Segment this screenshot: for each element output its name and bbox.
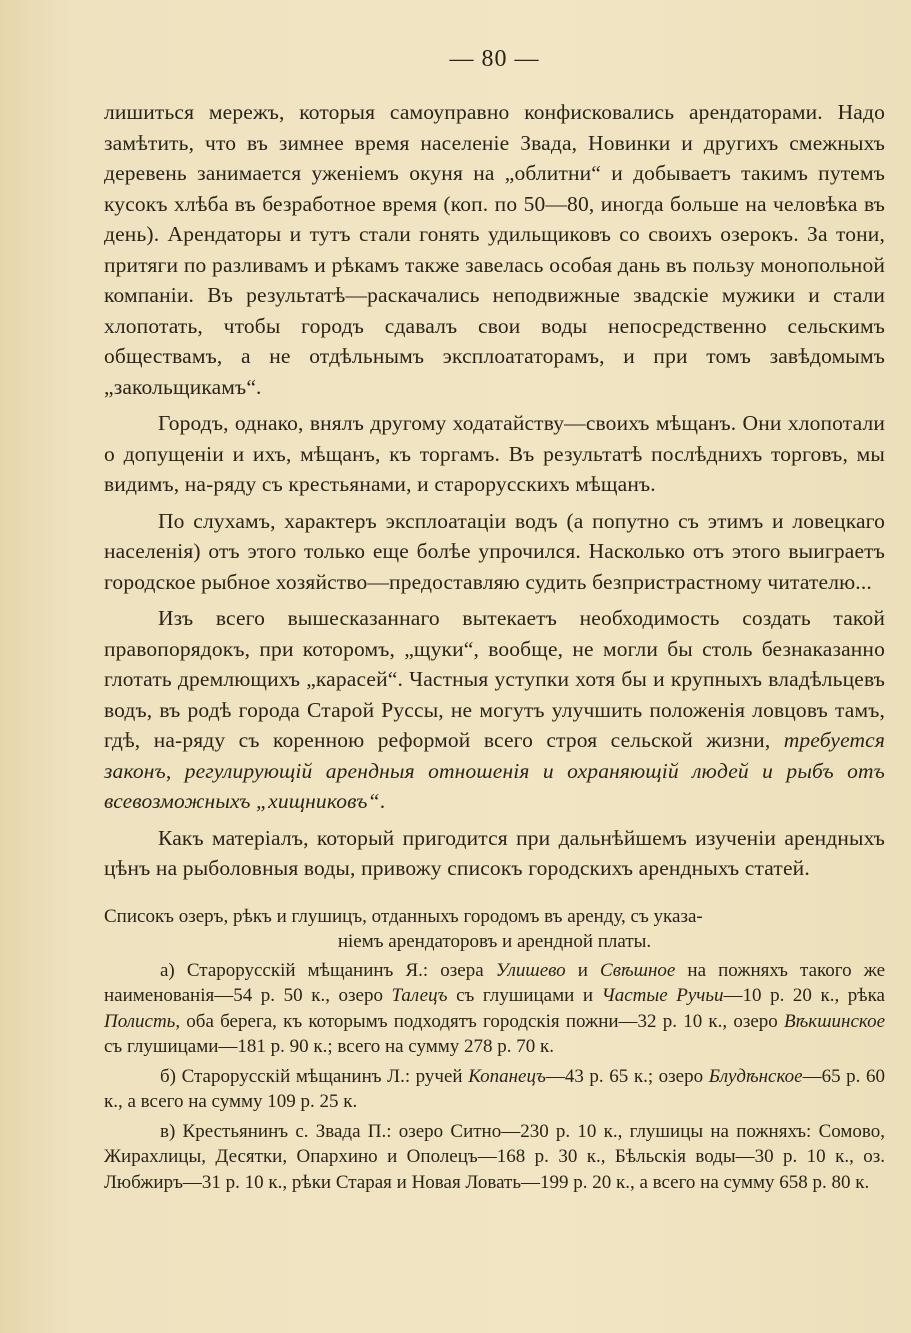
lake-name: Блудѣнское xyxy=(708,1065,803,1087)
text-run: съ глушицами—181 р. 90 к.; всего на сумму 278 р. 70 к. xyxy=(104,1036,555,1057)
lake-name: Талецъ xyxy=(391,985,448,1006)
text-run: б) Старорусскiй мѣщанинъ Л.: ручей xyxy=(160,1065,469,1087)
paragraph-4-start: Изъ всего вышесказаннаго вытекаетъ необходимость создать такой правопорядокъ, при которомъ, „щуки“, вообще, не могли бы столь безнаказанно глотать дремлющихъ „карасей“. Частныя уступки хотя бы и крупныхъ владѣльцевъ водъ, въ родѣ города Старой Руссы, не могутъ улучшить положенiя ловцовъ тамъ, гдѣ, на-ряду съ коренною реформой всего строя сельской жизни, xyxy=(104,606,885,752)
text-run: а) Старорусскiй мѣщанинъ Я.: озера xyxy=(160,959,496,981)
text-run: на пожняхъ такого же наименованiя—54 р. 50 к., озеро xyxy=(104,959,886,1006)
paragraph-4-end: . xyxy=(379,789,386,813)
text-run: и xyxy=(565,959,601,981)
page-number: — 80 — xyxy=(449,46,540,72)
text-run: съ глушицами и xyxy=(447,985,602,1006)
stream-name: Копанецъ xyxy=(468,1065,546,1087)
main-text xyxy=(104,97,885,884)
paragraph-3: По слухамъ, характеръ эксплоатацiи водъ (а попутно съ этимъ и ловецкаго населенiя) отъ этого только еще болѣе упрочился. Насколько отъ этого выиграетъ городское рыбное хозяйство—предоставляю судить безпристрастному читателю... xyxy=(104,508,885,594)
river-name: Полисть xyxy=(104,1010,176,1032)
list-heading-line-1: Списокъ озеръ, рѣкъ и глушицъ, отданныхъ городомъ въ аренду, съ указа- xyxy=(104,905,703,927)
lake-name: Вѣкшинское xyxy=(784,1010,885,1032)
list-item-b xyxy=(104,1064,885,1115)
paragraph-1: лишиться мережъ, которыя самоуправно конфисковались арендаторами. Надо замѣтить, что въ зимнее время населенiе Звада, Новинки и другихъ смежныхъ деревень занимается уженiемъ окуня на „облитни“ и добываетъ такимъ путемъ кусокъ хлѣба въ безработное время (коп. по 50—80, иногда больше на человѣка въ день). Арендаторы и тутъ стали гонять удильщиковъ со своихъ озерокъ. За тони, притяги по разливамъ и рѣкамъ также завелась особая дань въ пользу монопольной компанiи. Въ результатѣ—раскачались неподвижные звадскiе мужики и стали хлопотать, чтобы городъ сдавалъ свои воды непосредственно сельскимъ обществамъ, а не отдѣльнымъ эксплоататорамъ, и при томъ завѣдомымъ „закольщикамъ“. xyxy=(104,100,885,399)
lake-name: Улишево xyxy=(495,959,566,981)
text-run: —65 р. 60 к., а всего на сумму 109 р. 25 к. xyxy=(104,1065,886,1112)
text-run: —10 р. 20 к., рѣка xyxy=(723,985,885,1006)
list-heading-line-2: нiемъ арендаторовъ и арендной платы. xyxy=(337,930,652,952)
paragraph-4-emphasis: требуется законъ, регулирующiй арендныя отношенiя и охраняющiй людей и рыбъ отъ всевозможныхъ „хищниковъ“ xyxy=(104,728,885,813)
list-item-c: в) Крестьянинъ с. Звада П.: озеро Ситно—230 р. 10 к., глушицы на пожняхъ: Сомово, Жирахлицы, Десятки, Опархино и Ополецъ—168 р. 30 к., Бѣльскiя воды—30 р. 10 к., оз. Любжиръ—31 р. 10 к., рѣки Старая и Новая Ловать—199 р. 20 к., а всего на сумму 658 р. 80 к. xyxy=(104,1120,885,1193)
text-run: —43 р. 65 к.; озеро xyxy=(545,1065,709,1087)
lease-list xyxy=(104,904,885,1196)
paragraph-4 xyxy=(104,603,885,817)
lake-name: Свѣшное xyxy=(600,959,676,981)
list-heading xyxy=(104,904,885,954)
paragraph-2: Городъ, однако, внялъ другому ходатайству—своихъ мѣщанъ. Они хлопотали о допущенiи и ихъ, мѣщанъ, къ торгамъ. Въ результатѣ послѣднихъ торговъ, мы видимъ, на-ряду съ крестьянами, и старорусскихъ мѣщанъ. xyxy=(104,411,885,496)
list-item-a xyxy=(104,958,885,1060)
text-run: , оба берега, къ которымъ подходятъ городскiя пожни—32 р. 10 к., озеро xyxy=(175,1010,785,1032)
water-name: Частые Ручьи xyxy=(601,985,724,1006)
paragraph-5: Какъ матерiалъ, который пригодится при дальнѣйшемъ изученiи арендныхъ цѣнъ на рыболовныя воды, привожу списокъ городскихъ арендныхъ статей. xyxy=(104,825,885,880)
